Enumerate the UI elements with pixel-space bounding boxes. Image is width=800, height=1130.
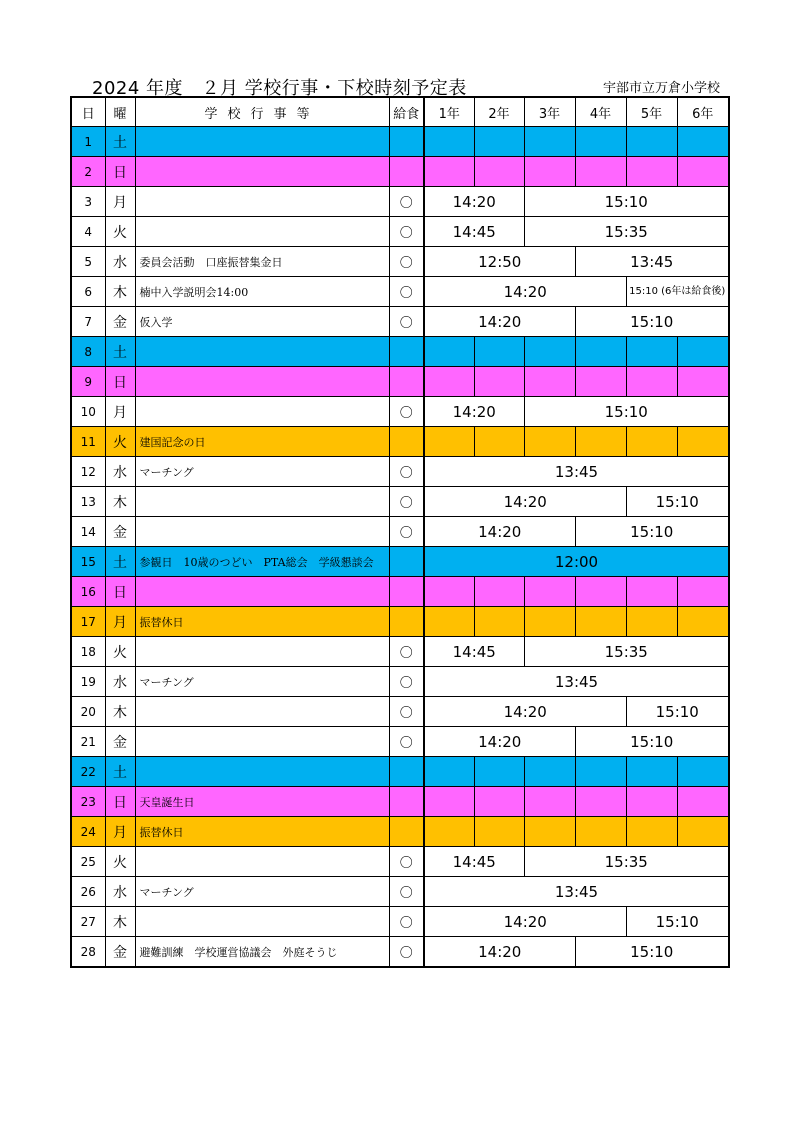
schedule-row xyxy=(71,127,729,157)
date-cell: 4 xyxy=(71,217,105,247)
dismissal-time: 13:45 xyxy=(575,247,729,277)
meal-cell: 〇 xyxy=(389,397,424,427)
grade-time-cell xyxy=(524,427,575,457)
date-cell: 18 xyxy=(71,637,105,667)
schedule-row xyxy=(71,907,729,937)
meal-cell xyxy=(389,817,424,847)
dow-cell: 金 xyxy=(105,517,135,547)
dismissal-time: 14:20 xyxy=(424,277,626,307)
meal-cell xyxy=(389,157,424,187)
header-grade-1: 1年 xyxy=(424,97,474,127)
event-cell xyxy=(135,517,389,547)
header-grade-3: 3年 xyxy=(524,97,575,127)
schedule-row xyxy=(71,487,729,517)
event-cell xyxy=(135,397,389,427)
schedule-body xyxy=(71,127,729,968)
dow-cell: 日 xyxy=(105,367,135,397)
dismissal-time: 12:00 xyxy=(424,547,729,577)
dow-cell: 木 xyxy=(105,697,135,727)
schedule-row xyxy=(71,847,729,877)
meal-cell xyxy=(389,127,424,157)
schedule-row xyxy=(71,607,729,637)
event-cell: 建国記念の日 xyxy=(135,427,389,457)
grade-time-cell xyxy=(424,157,474,187)
date-cell: 13 xyxy=(71,487,105,517)
date-cell: 7 xyxy=(71,307,105,337)
dow-cell: 土 xyxy=(105,127,135,157)
schedule-row xyxy=(71,787,729,817)
grade-time-cell xyxy=(626,607,677,637)
date-cell: 24 xyxy=(71,817,105,847)
date-cell: 10 xyxy=(71,397,105,427)
header-meal: 給食 xyxy=(389,97,424,127)
grade-time-cell xyxy=(677,427,729,457)
meal-cell xyxy=(389,787,424,817)
event-cell xyxy=(135,367,389,397)
grade-time-cell xyxy=(677,817,729,847)
dismissal-time: 14:45 xyxy=(424,217,524,247)
dismissal-time: 14:20 xyxy=(424,517,575,547)
meal-cell xyxy=(389,757,424,787)
dismissal-time: 15:10 xyxy=(575,307,729,337)
grade-time-cell xyxy=(626,817,677,847)
event-cell xyxy=(135,217,389,247)
schedule-row xyxy=(71,367,729,397)
dow-cell: 金 xyxy=(105,307,135,337)
grade-time-cell xyxy=(677,607,729,637)
schedule-row xyxy=(71,157,729,187)
date-cell: 21 xyxy=(71,727,105,757)
grade-time-cell xyxy=(626,757,677,787)
dismissal-time: 14:20 xyxy=(424,937,575,968)
dow-cell: 月 xyxy=(105,397,135,427)
date-cell: 14 xyxy=(71,517,105,547)
grade-time-cell xyxy=(524,607,575,637)
date-cell: 17 xyxy=(71,607,105,637)
grade-time-cell xyxy=(424,337,474,367)
event-cell xyxy=(135,187,389,217)
dismissal-time: 12:50 xyxy=(424,247,575,277)
meal-cell: 〇 xyxy=(389,307,424,337)
schedule-row xyxy=(71,697,729,727)
dismissal-time: 14:20 xyxy=(424,307,575,337)
grade-time-cell xyxy=(626,337,677,367)
grade-time-cell xyxy=(524,157,575,187)
grade-time-cell xyxy=(474,757,524,787)
date-cell: 27 xyxy=(71,907,105,937)
grade-time-cell xyxy=(424,577,474,607)
grade-time-cell xyxy=(424,127,474,157)
event-cell: 避難訓練 学校運営協議会 外庭そうじ xyxy=(135,937,389,968)
event-cell xyxy=(135,337,389,367)
dow-cell: 木 xyxy=(105,487,135,517)
dow-cell: 水 xyxy=(105,667,135,697)
schedule-row xyxy=(71,517,729,547)
meal-cell: 〇 xyxy=(389,217,424,247)
dismissal-time: 14:20 xyxy=(424,187,524,217)
dow-cell: 土 xyxy=(105,547,135,577)
date-cell: 9 xyxy=(71,367,105,397)
schedule-row xyxy=(71,667,729,697)
event-cell: 振替休日 xyxy=(135,607,389,637)
dismissal-time: 15:10 xyxy=(575,937,729,968)
schedule-row xyxy=(71,757,729,787)
grade-time-cell xyxy=(677,337,729,367)
date-cell: 11 xyxy=(71,427,105,457)
event-cell xyxy=(135,727,389,757)
schedule-row xyxy=(71,397,729,427)
dismissal-time: 15:35 xyxy=(524,847,729,877)
grade-time-cell xyxy=(575,787,626,817)
header-dow: 曜 xyxy=(105,97,135,127)
schedule-row xyxy=(71,337,729,367)
dow-cell: 土 xyxy=(105,757,135,787)
meal-cell: 〇 xyxy=(389,247,424,277)
date-cell: 16 xyxy=(71,577,105,607)
meal-cell: 〇 xyxy=(389,937,424,968)
schedule-row xyxy=(71,577,729,607)
header-date: 日 xyxy=(71,97,105,127)
dow-cell: 金 xyxy=(105,937,135,968)
event-cell xyxy=(135,487,389,517)
grade-time-cell xyxy=(524,577,575,607)
meal-cell: 〇 xyxy=(389,697,424,727)
date-cell: 26 xyxy=(71,877,105,907)
grade-time-cell xyxy=(524,337,575,367)
meal-cell xyxy=(389,337,424,367)
dow-cell: 火 xyxy=(105,847,135,877)
dismissal-time: 15:10 xyxy=(524,397,729,427)
dismissal-time: 15:10 xyxy=(626,907,729,937)
grade-time-cell xyxy=(626,427,677,457)
grade-time-cell xyxy=(575,577,626,607)
grade-time-cell xyxy=(474,157,524,187)
dow-cell: 日 xyxy=(105,577,135,607)
event-cell: マーチング xyxy=(135,457,389,487)
grade-time-cell xyxy=(626,157,677,187)
dismissal-time: 15:35 xyxy=(524,637,729,667)
dow-cell: 水 xyxy=(105,247,135,277)
schedule-row xyxy=(71,217,729,247)
grade-time-cell xyxy=(575,367,626,397)
date-cell: 5 xyxy=(71,247,105,277)
dow-cell: 火 xyxy=(105,637,135,667)
grade-time-cell xyxy=(474,607,524,637)
grade-time-cell xyxy=(575,157,626,187)
dismissal-time: 14:20 xyxy=(424,907,626,937)
schedule-row xyxy=(71,277,729,307)
dow-cell: 木 xyxy=(105,907,135,937)
grade-time-cell xyxy=(575,817,626,847)
grade-time-cell xyxy=(424,427,474,457)
dow-cell: 日 xyxy=(105,787,135,817)
grade-time-cell xyxy=(575,607,626,637)
meal-cell: 〇 xyxy=(389,667,424,697)
event-cell xyxy=(135,847,389,877)
event-cell xyxy=(135,637,389,667)
grade-time-cell xyxy=(474,787,524,817)
dismissal-time: 15:10 xyxy=(524,187,729,217)
meal-cell xyxy=(389,547,424,577)
event-cell: マーチング xyxy=(135,877,389,907)
grade-time-cell xyxy=(626,577,677,607)
dow-cell: 月 xyxy=(105,187,135,217)
grade-time-cell xyxy=(575,127,626,157)
date-cell: 6 xyxy=(71,277,105,307)
date-cell: 12 xyxy=(71,457,105,487)
event-cell xyxy=(135,757,389,787)
document-header xyxy=(70,72,728,98)
grade-time-cell xyxy=(474,367,524,397)
dow-cell: 水 xyxy=(105,457,135,487)
dismissal-time: 13:45 xyxy=(424,667,729,697)
date-cell: 2 xyxy=(71,157,105,187)
meal-cell: 〇 xyxy=(389,877,424,907)
date-cell: 1 xyxy=(71,127,105,157)
schedule-row xyxy=(71,877,729,907)
dismissal-time: 14:20 xyxy=(424,397,524,427)
grade-time-cell xyxy=(575,757,626,787)
grade-time-cell xyxy=(474,127,524,157)
date-cell: 22 xyxy=(71,757,105,787)
schedule-row xyxy=(71,937,729,968)
date-cell: 28 xyxy=(71,937,105,968)
meal-cell xyxy=(389,427,424,457)
dow-cell: 金 xyxy=(105,727,135,757)
grade-time-cell xyxy=(424,607,474,637)
schedule-row xyxy=(71,547,729,577)
dismissal-time: 15:10 xyxy=(575,727,729,757)
grade-time-cell xyxy=(677,757,729,787)
meal-cell: 〇 xyxy=(389,907,424,937)
date-cell: 15 xyxy=(71,547,105,577)
date-cell: 19 xyxy=(71,667,105,697)
grade-time-cell xyxy=(575,427,626,457)
dow-cell: 月 xyxy=(105,817,135,847)
grade-time-cell xyxy=(524,817,575,847)
schedule-row xyxy=(71,817,729,847)
dow-cell: 木 xyxy=(105,277,135,307)
event-cell xyxy=(135,577,389,607)
grade-time-cell xyxy=(424,757,474,787)
date-cell: 8 xyxy=(71,337,105,367)
grade-time-cell xyxy=(474,817,524,847)
meal-cell: 〇 xyxy=(389,517,424,547)
dow-cell: 火 xyxy=(105,217,135,247)
dismissal-time: 13:45 xyxy=(424,877,729,907)
schedule-row xyxy=(71,247,729,277)
grade-time-cell xyxy=(677,157,729,187)
date-cell: 23 xyxy=(71,787,105,817)
dismissal-time: 15:10 xyxy=(575,517,729,547)
event-cell: 天皇誕生日 xyxy=(135,787,389,817)
grade-time-cell xyxy=(524,757,575,787)
grade-time-cell xyxy=(424,367,474,397)
dismissal-time: 15:35 xyxy=(524,217,729,247)
dismissal-time: 15:10 xyxy=(626,697,729,727)
grade-time-cell xyxy=(524,127,575,157)
schedule-row xyxy=(71,307,729,337)
grade-time-cell xyxy=(677,367,729,397)
meal-cell xyxy=(389,577,424,607)
grade-time-cell xyxy=(524,787,575,817)
school-name: 宇部市立万倉小学校 xyxy=(602,81,720,96)
event-cell: 委員会活動 口座振替集金日 xyxy=(135,247,389,277)
header-events: 学校行事等 xyxy=(135,97,389,127)
event-cell: 参観日 10歳のつどい PTA総会 学級懇談会 xyxy=(135,547,389,577)
grade-time-cell xyxy=(626,367,677,397)
meal-cell xyxy=(389,367,424,397)
grade-time-cell xyxy=(575,337,626,367)
schedule-table xyxy=(70,96,730,968)
meal-cell: 〇 xyxy=(389,487,424,517)
grade-time-cell xyxy=(474,337,524,367)
grade-time-cell xyxy=(524,367,575,397)
dow-cell: 火 xyxy=(105,427,135,457)
dismissal-time: 14:45 xyxy=(424,847,524,877)
meal-cell: 〇 xyxy=(389,727,424,757)
date-cell: 25 xyxy=(71,847,105,877)
dow-cell: 土 xyxy=(105,337,135,367)
schedule-row xyxy=(71,727,729,757)
grade-time-cell xyxy=(424,787,474,817)
grade-time-cell xyxy=(474,427,524,457)
grade-time-cell xyxy=(424,817,474,847)
header-grade-6: 6年 xyxy=(677,97,729,127)
dismissal-time: 14:20 xyxy=(424,727,575,757)
meal-cell: 〇 xyxy=(389,277,424,307)
schedule-row xyxy=(71,457,729,487)
event-cell: 振替休日 xyxy=(135,817,389,847)
event-cell: 仮入学 xyxy=(135,307,389,337)
date-cell: 3 xyxy=(71,187,105,217)
event-cell xyxy=(135,697,389,727)
dow-cell: 月 xyxy=(105,607,135,637)
event-cell xyxy=(135,127,389,157)
meal-cell xyxy=(389,607,424,637)
event-cell xyxy=(135,907,389,937)
header-grade-4: 4年 xyxy=(575,97,626,127)
event-cell xyxy=(135,157,389,187)
dismissal-time: 15:10 (6年は給食後) xyxy=(626,277,729,307)
grade-time-cell xyxy=(677,787,729,817)
schedule-row xyxy=(71,637,729,667)
grade-time-cell xyxy=(677,577,729,607)
meal-cell: 〇 xyxy=(389,187,424,217)
meal-cell: 〇 xyxy=(389,847,424,877)
meal-cell: 〇 xyxy=(389,637,424,667)
page-title: 2024 年度 ２月 学校行事・下校時刻予定表 xyxy=(92,78,467,99)
dismissal-time: 14:20 xyxy=(424,697,626,727)
grade-time-cell xyxy=(626,127,677,157)
dismissal-time: 14:20 xyxy=(424,487,626,517)
schedule-row xyxy=(71,427,729,457)
grade-time-cell xyxy=(474,577,524,607)
grade-time-cell xyxy=(677,127,729,157)
dow-cell: 水 xyxy=(105,877,135,907)
date-cell: 20 xyxy=(71,697,105,727)
event-cell: 楠中入学説明会14:00 xyxy=(135,277,389,307)
meal-cell: 〇 xyxy=(389,457,424,487)
grade-time-cell xyxy=(626,787,677,817)
header-grade-5: 5年 xyxy=(626,97,677,127)
header-row xyxy=(71,97,729,127)
schedule-row xyxy=(71,187,729,217)
dismissal-time: 14:45 xyxy=(424,637,524,667)
dismissal-time: 15:10 xyxy=(626,487,729,517)
event-cell: マーチング xyxy=(135,667,389,697)
dismissal-time: 13:45 xyxy=(424,457,729,487)
header-grade-2: 2年 xyxy=(474,97,524,127)
dow-cell: 日 xyxy=(105,157,135,187)
